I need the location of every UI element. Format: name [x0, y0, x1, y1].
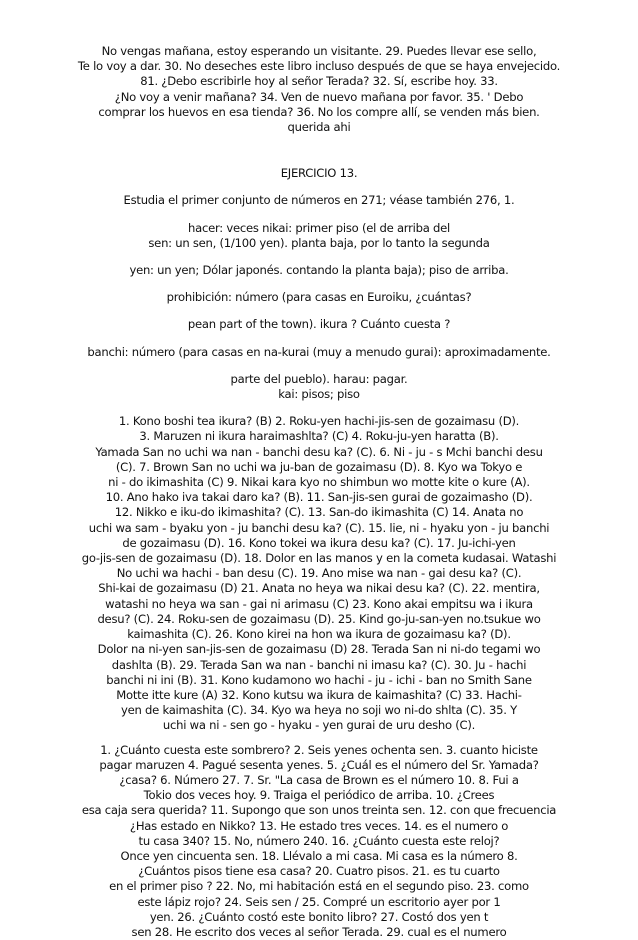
vocabulary-line: sen: un sen, (1/100 yen). planta baja, por lo tanto la segunda [148, 235, 490, 250]
text-line: esa caja sera querida? 11. Supongo que son unos treinta sen. 12. con que frecuencia [81, 803, 557, 818]
vocabulary-line: yen: un yen; Dólar japonés. contando la planta baja); piso de arriba. [129, 263, 509, 278]
spacer [40, 209, 598, 221]
text-line: uchi wa ni - sen go - hyaku - yen gurai de uru desho (C). [162, 718, 476, 733]
text-line: ni - do ikimashita (C) 9. Nikai kara kyo no shimbun wo motte kite o kure (A). [108, 475, 530, 490]
vocabulary-line: hacer: veces nikai: primer piso (el de arriba del [188, 220, 450, 235]
spacer [40, 251, 598, 263]
translations-paragraph [40, 743, 598, 940]
text-line: comprar los huevos en esa tienda? 36. No los compre allí, se venden más bien. [98, 104, 540, 119]
spacer [40, 135, 598, 166]
text-line: 10. Ano hako iva takai daro ka? (B). 11. San-jis-sen gurai de gozaimasho (D). [105, 490, 533, 505]
text-line: uchi wa sam - byaku yon - ju banchi desu ka? (C). 15. lie, ni - hyaku yon - ju banchi [88, 520, 550, 535]
spacer [40, 402, 598, 414]
text-line: Motte itte kure (A) 32. Kono kutsu wa ikura de kaimashita? (C) 33. Hachi- [116, 687, 522, 702]
text-line: kaimashita (C). 26. Kono kirei na hon wa ikura de gozaimasu ka? (D). [127, 627, 511, 642]
text-line: pagar maruzen 4. Pagué sesenta yenes. 5. ¿Cuál es el número del Sr. Yamada? [99, 757, 539, 772]
spacer [40, 278, 598, 290]
text-line: tu casa 340? 15. No, número 240. 16. ¿Cuánto cuesta este reloj? [138, 833, 500, 848]
text-line: No vengas mañana, estoy esperando un visitante. 29. Puedes llevar ese sello, [101, 44, 537, 58]
text-line: 12. Nikko e iku-do ikimashita? (C). 13. San-do ikimashita (C) 14. Anata no [114, 505, 524, 520]
text-line: 3. Maruzen ni ikura haraimashlta? (C) 4. Roku-ju-yen haratta (B). [139, 429, 499, 444]
spacer [40, 734, 598, 743]
vocabulary-line: banchi: número (para casas en na-kurai (muy a menudo gurai): aproximadamente. [87, 344, 551, 359]
text-line: banchi ni ini (B). 31. Kono kudamono wo hachi - ju - ichi - ban no Smith Sane [106, 672, 532, 687]
text-line: dashlta (B). 29. Terada San wa nan - banchi ni imasu ka? (C). 30. Ju - hachi [111, 657, 527, 672]
instruction-text: Estudia el primer conjunto de números en 271; véase también 276, 1. [123, 193, 515, 208]
text-line: yen de kaimashita (C). 34. Kyo wa heya no soji wo ni-do shlta (C). 35. Y [120, 703, 518, 718]
text-line: (C). 7. Brown San no uchi wa ju-ban de gozaimasu (D). 8. Kyo wa Tokyo e [115, 459, 523, 474]
text-line: 1. ¿Cuánto cuesta este sombrero? 2. Seis yenes ochenta sen. 3. cuanto hiciste [100, 742, 538, 757]
vocabulary-block-5 [40, 345, 598, 360]
vocabulary-block-3 [40, 290, 598, 305]
japanese-sentences-paragraph [40, 414, 598, 733]
text-line: Dolor na ni-yen san-jis-sen de gozaimasu (D) 28. Terada San ni ni-do tegami wo [97, 642, 541, 657]
exercise-heading-block [40, 166, 598, 181]
text-line: ¿Cuántos pisos tiene esa casa? 20. Cuatro pisos. 21. es tu cuarto [138, 864, 500, 879]
text-line: desu? (C). 24. Roku-sen de gozaimasu (D). 25. Kind go-ju-san-yen no.tsukue wo [97, 611, 541, 626]
text-line: ¿casa? 6. Número 27. 7. Sr. "La casa de Brown es el número 10. 8. Fui a [119, 772, 519, 787]
vocabulary-line: pean part of the town). ikura ? Cuánto cuesta ? [187, 317, 451, 332]
text-line: Once yen cincuenta sen. 18. Llévalo a mi casa. Mi casa es la número 8. [120, 848, 518, 863]
text-line: yen. 26. ¿Cuánto costó este bonito libro? 27. Costó dos yen t [149, 909, 489, 924]
instruction-block [40, 193, 598, 208]
text-line: No uchi wa hachi - ban desu (C). 19. Ano mise wa nan - gai desu ka? (C). [116, 566, 522, 581]
text-line: watashi no heya wa san - gai ni arimasu (C) 23. Kono akai empitsu wa i ikura [105, 596, 533, 611]
text-line: 1. Kono boshi tea ikura? (B) 2. Roku-yen hachi-jis-sen de gozaimasu (D). [118, 414, 520, 429]
vocabulary-block-2 [40, 263, 598, 278]
spacer [40, 181, 598, 193]
text-line: ¿Has estado en Nikko? 13. He estado tres veces. 14. es el numero o [129, 818, 509, 833]
text-line: Shi-kai de gozaimasu (D) 21. Anata no heya wa nikai desu ka? (C). 22. mentira, [98, 581, 540, 596]
exercise-heading: EJERCICIO 13. [280, 166, 358, 181]
vocabulary-line: parte del pueblo). harau: pagar. [230, 371, 408, 386]
vocabulary-block-4 [40, 317, 598, 332]
text-line: querida ahi [287, 120, 351, 135]
vocabulary-block-6 [40, 372, 598, 402]
text-line: 81. ¿Debo escribirle hoy al señor Terada? 32. Sí, escribe hoy. 33. [140, 74, 498, 89]
text-line: sen 28. He escrito dos veces al señor Terada. 29. cual es el numero [131, 924, 507, 939]
text-line: de gozaimasu (D). 16. Kono tokei wa ikura desu ka? (C). 17. Ju-ichi-yen [122, 535, 516, 550]
text-line: go-jis-sen de gozaimasu (D). 18. Dolor en las manos y en la cometa kudasai. Watashi [81, 551, 557, 566]
vocabulary-block-1 [40, 221, 598, 251]
text-line: en el primer piso ? 22. No, mi habitación está en el segundo piso. 23. como [109, 879, 529, 894]
text-line: ¿No voy a venir mañana? 34. Ven de nuevo mañana por favor. 35. ' Debo [114, 89, 524, 104]
spacer [40, 333, 598, 345]
vocabulary-line: kai: pisos; piso [278, 387, 360, 402]
vocabulary-line: prohibición: número (para casas en Euroiku, ¿cuántas? [166, 290, 472, 305]
text-line: Te lo voy a dar. 30. No deseches este libro incluso después de que se haya envejecido. [77, 59, 561, 74]
intro-paragraph [40, 44, 598, 135]
text-line: Yamada San no uchi wa nan - banchi desu ka? (C). 6. Ni - ju - s Mchi banchi desu [95, 444, 543, 459]
spacer [40, 305, 598, 317]
spacer [40, 360, 598, 372]
text-line: este lápiz rojo? 24. Seis sen / 25. Compré un escritorio ayer por 1 [137, 894, 501, 909]
text-line: Tokio dos veces hoy. 9. Traiga el periódico de arriba. 10. ¿Crees [143, 788, 495, 803]
